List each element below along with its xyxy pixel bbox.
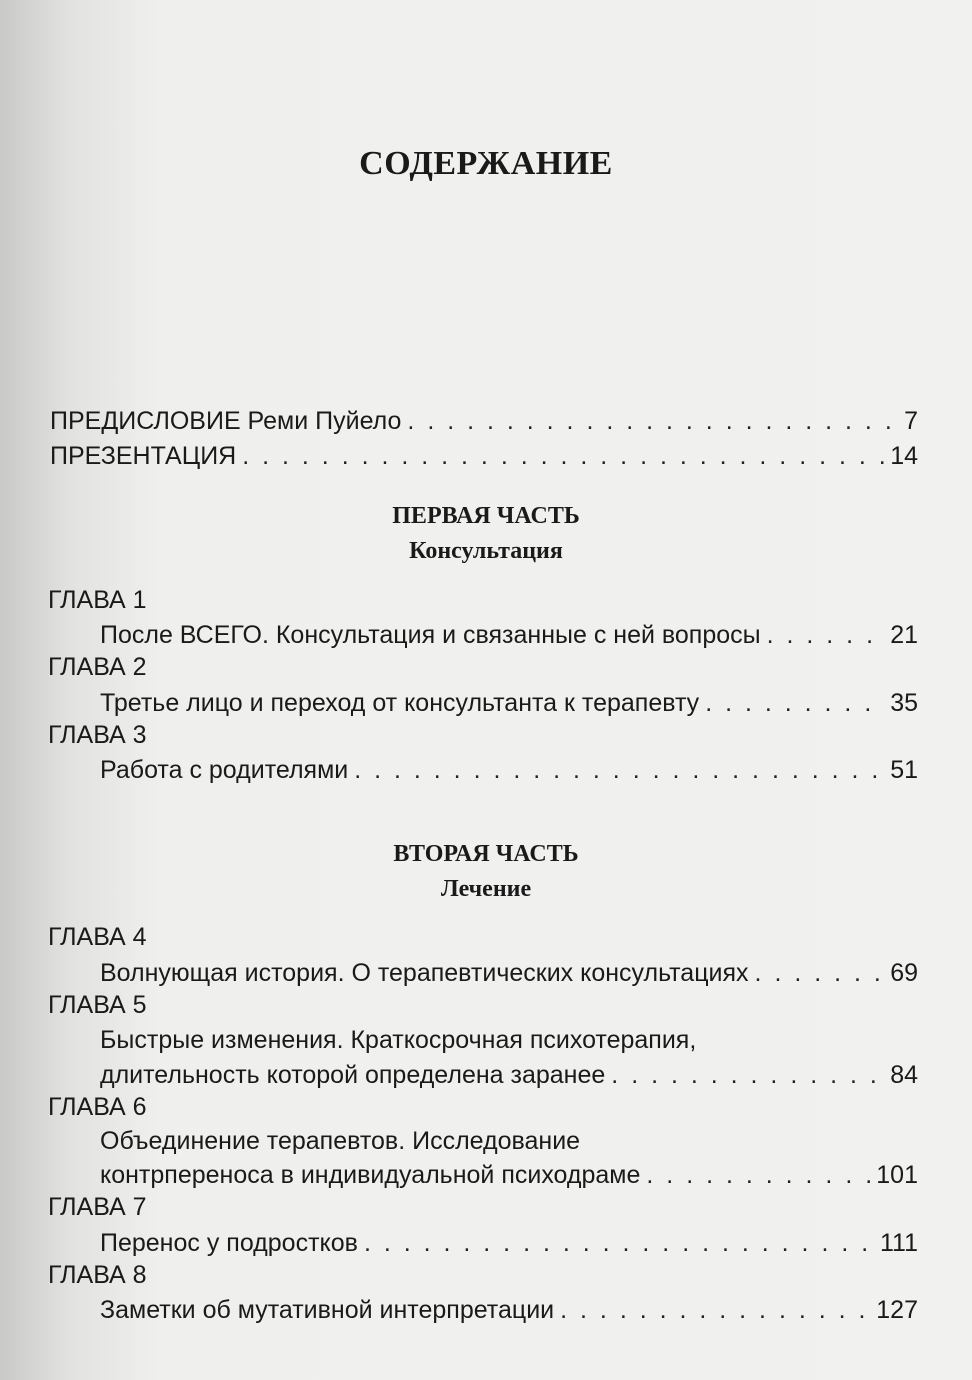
part-heading: ВТОРАЯ ЧАСТЬ bbox=[393, 841, 579, 867]
toc-entry-chapter-5[interactable] bbox=[100, 1060, 918, 1090]
chapter-title: Заметки об мутативной интерпретации bbox=[100, 1296, 555, 1324]
toc-entry-chapter-8[interactable] bbox=[100, 1295, 918, 1325]
toc-page-number: 69 bbox=[890, 959, 918, 987]
chapter-title: После ВСЕГО. Консультация и связанные с ней вопросы bbox=[100, 621, 761, 649]
chapter-number: ГЛАВА 6 bbox=[48, 1093, 147, 1121]
toc-page-number: 111 bbox=[879, 1229, 918, 1257]
part-heading: ПЕРВАЯ ЧАСТЬ bbox=[392, 503, 580, 529]
toc-entry-chapter-6[interactable] bbox=[100, 1160, 918, 1190]
toc-page-number: 127 bbox=[876, 1296, 918, 1324]
toc-entry-presentation[interactable] bbox=[50, 441, 918, 471]
chapter-title: Работа с родителями bbox=[100, 756, 349, 784]
toc-entry-label: ПРЕДИСЛОВИЕ Реми Пуйело bbox=[50, 407, 402, 435]
toc-entry-chapter-1[interactable] bbox=[100, 620, 918, 650]
dot-leader bbox=[242, 441, 884, 471]
toc-entry-preface[interactable] bbox=[50, 406, 918, 436]
dot-leader bbox=[705, 688, 884, 718]
chapter-number: ГЛАВА 5 bbox=[48, 991, 147, 1019]
dot-leader bbox=[767, 620, 885, 650]
toc-page-number: 14 bbox=[890, 442, 918, 470]
toc-entry-chapter-4[interactable] bbox=[100, 958, 918, 988]
toc-page-number: 7 bbox=[904, 407, 918, 435]
toc-entry-chapter-2[interactable] bbox=[100, 688, 918, 718]
toc-page-number: 101 bbox=[876, 1161, 918, 1189]
toc-page-number: 84 bbox=[890, 1061, 918, 1089]
page-title: СОДЕРЖАНИЕ bbox=[359, 145, 613, 182]
chapter-number: ГЛАВА 7 bbox=[48, 1193, 147, 1221]
dot-leader bbox=[354, 755, 884, 785]
chapter-title: Объединение терапевтов. Исследование bbox=[100, 1127, 581, 1155]
toc-page-number: 51 bbox=[890, 756, 918, 784]
dot-leader bbox=[560, 1295, 870, 1325]
chapter-number: ГЛАВА 2 bbox=[48, 653, 147, 681]
dot-leader bbox=[364, 1228, 874, 1258]
chapter-title-continued: контрпереноса в индивидуальной психодраме bbox=[100, 1161, 641, 1189]
toc-entry-label: ПРЕЗЕНТАЦИЯ bbox=[50, 442, 237, 470]
chapter-number: ГЛАВА 8 bbox=[48, 1261, 147, 1289]
chapter-number: ГЛАВА 3 bbox=[48, 721, 147, 749]
dot-leader bbox=[407, 406, 898, 436]
chapter-title: Волнующая история. О терапевтических консультациях bbox=[100, 959, 749, 987]
chapter-title: Перенос у подростков bbox=[100, 1229, 358, 1257]
part-subtitle: Консультация bbox=[409, 538, 563, 564]
chapter-title: Третье лицо и переход от консультанта к терапевту bbox=[100, 689, 700, 717]
chapter-title-continued: длительность которой определена заранее bbox=[100, 1061, 606, 1089]
toc-page-number: 21 bbox=[890, 621, 918, 649]
dot-leader bbox=[611, 1060, 884, 1090]
toc-page-number: 35 bbox=[890, 689, 918, 717]
chapter-number: ГЛАВА 1 bbox=[48, 586, 147, 614]
dot-leader bbox=[646, 1160, 870, 1190]
chapter-number: ГЛАВА 4 bbox=[48, 923, 147, 951]
toc-entry-chapter-7[interactable] bbox=[100, 1228, 918, 1258]
chapter-title: Быстрые изменения. Краткосрочная психотерапия, bbox=[100, 1026, 697, 1054]
part-subtitle: Лечение bbox=[440, 876, 532, 902]
toc-entry-chapter-3[interactable] bbox=[100, 755, 918, 785]
dot-leader bbox=[755, 958, 885, 988]
